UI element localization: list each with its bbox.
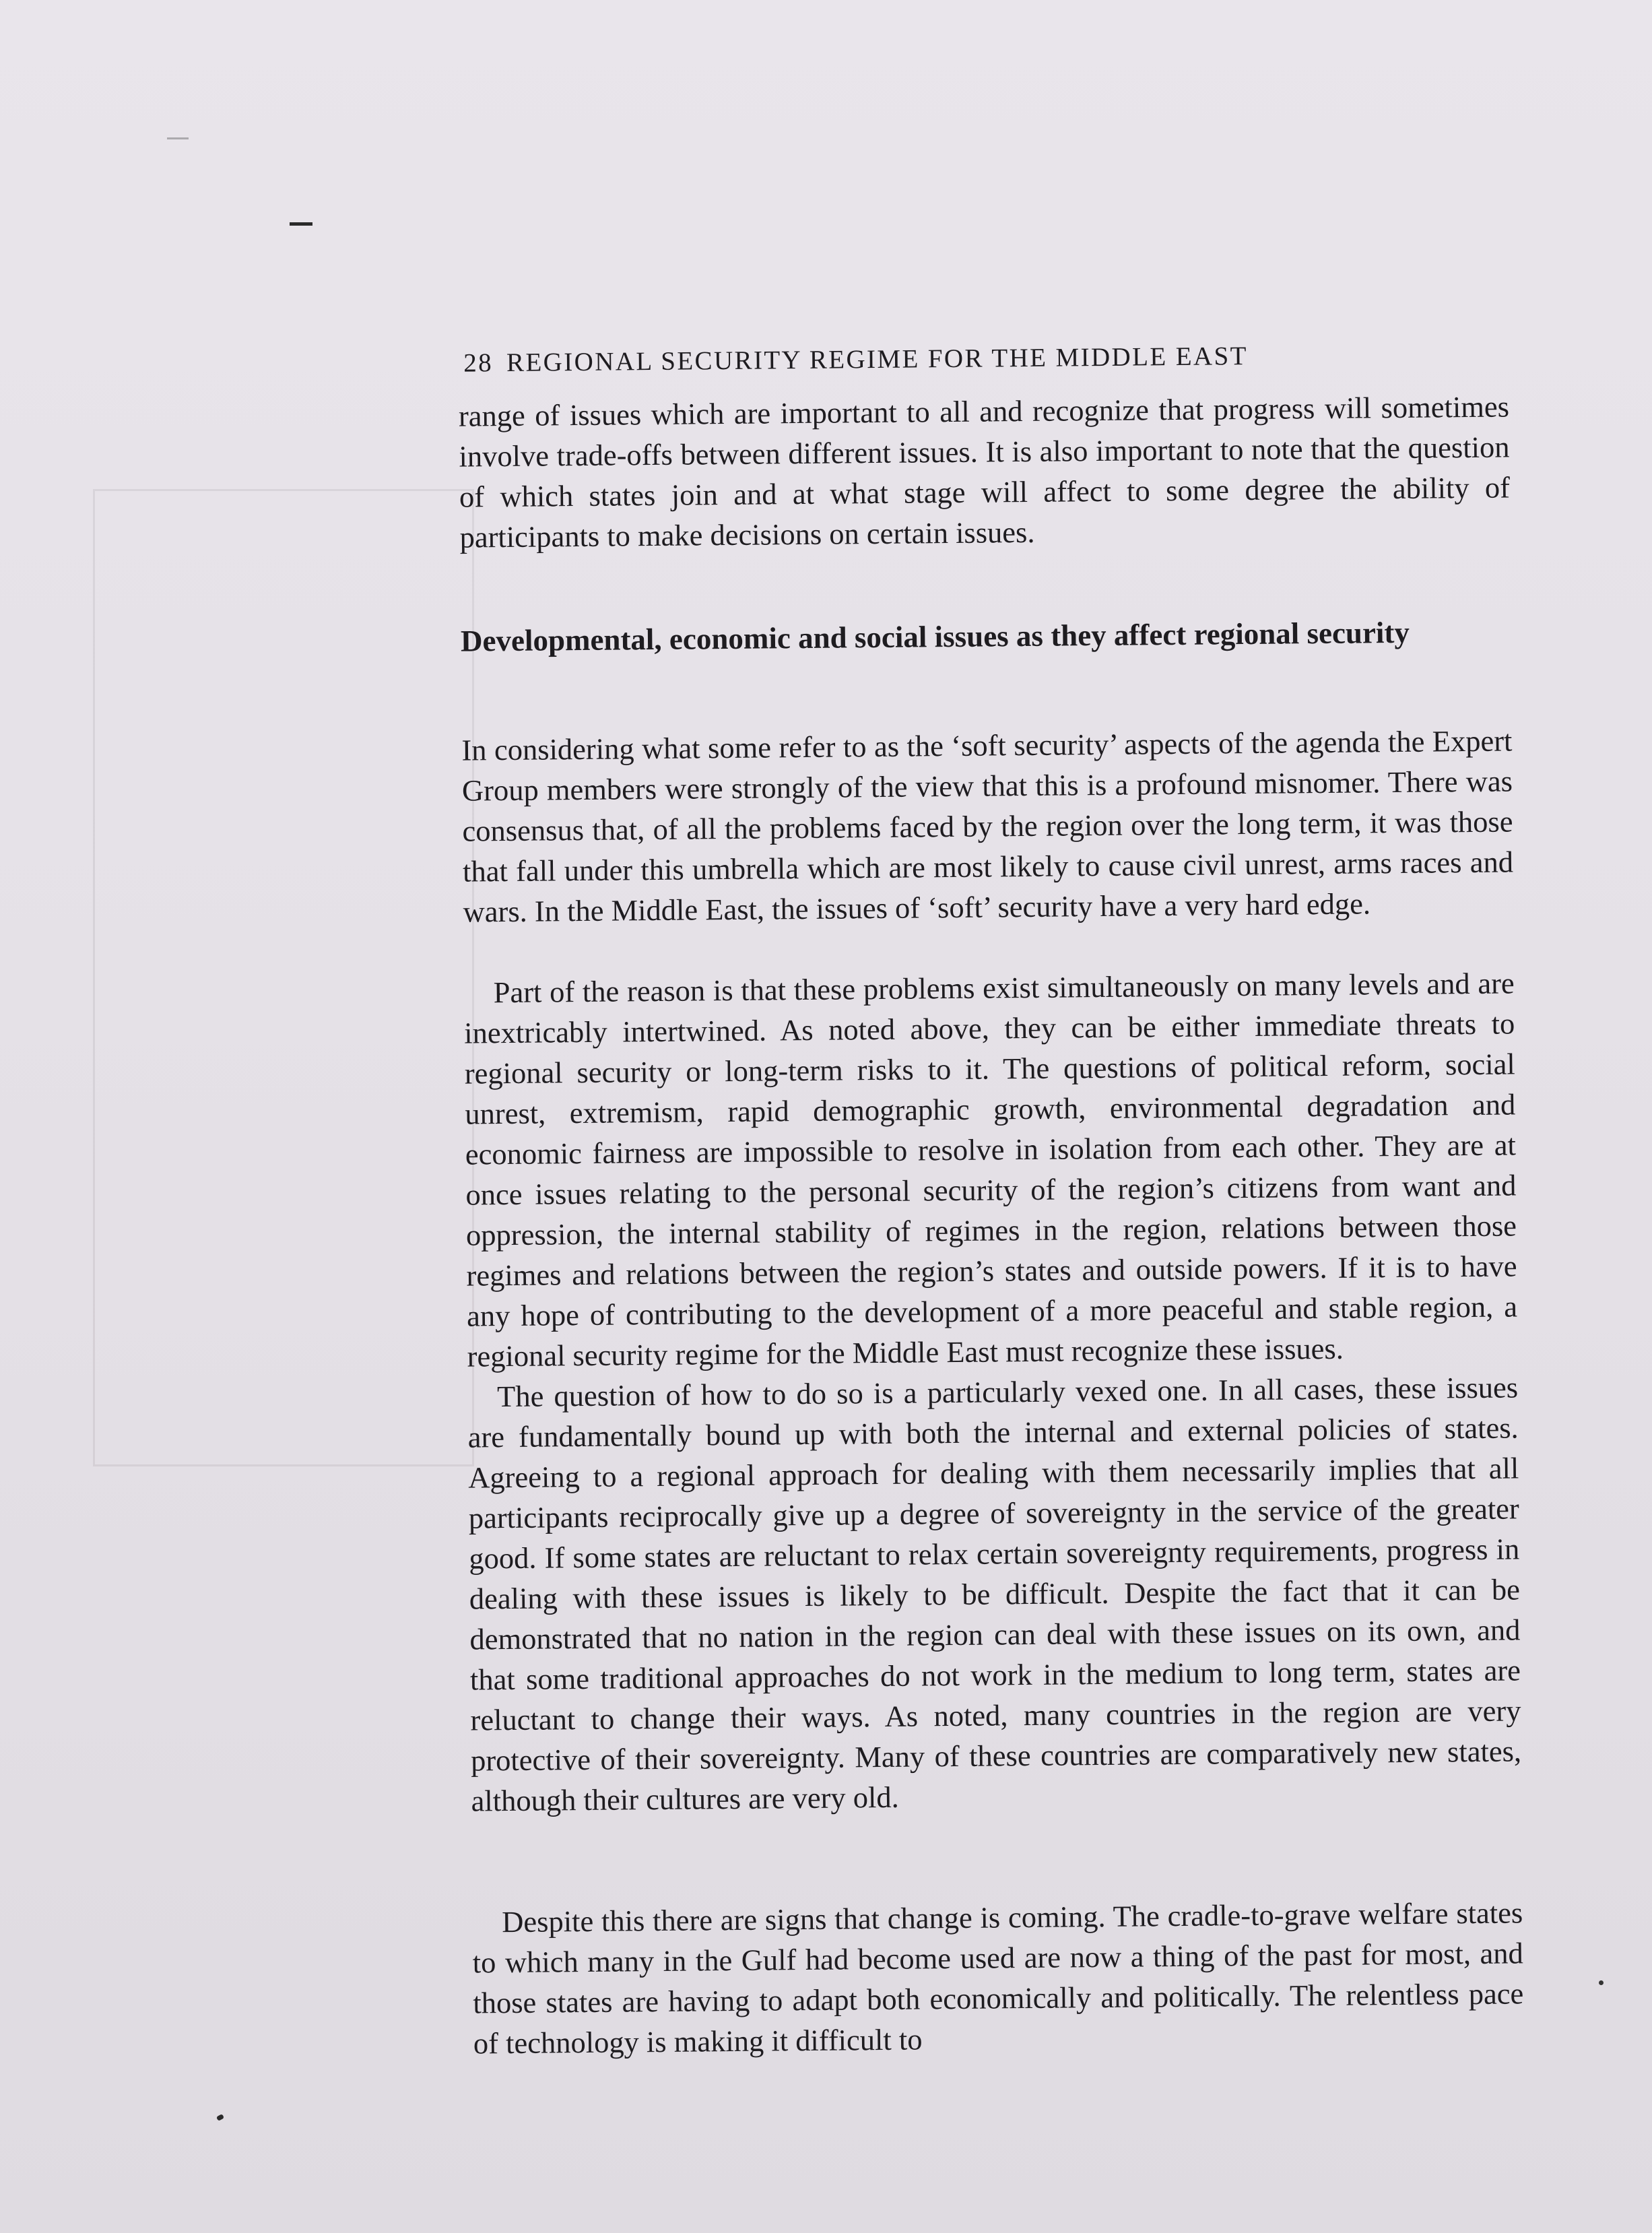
paragraph-signs-of-change: Despite this there are signs that change is coming. The cradle-to-grave welfare states to which many in the Gulf had become used are now a thing of the past for most, and those states are having to adapt both economically and politically. The relentless pace of technology is making it difficult to <box>472 1896 1524 2061</box>
paragraph-question-how: The question of how to do so is a particularly vexed one. In all cases, these issues are fundamentally bound up with both the internal and external policies of states. Agreeing to a regional approach for dealing with them necessarily implies that all participants reciprocally give up a degree of sovereignty in the service of the greater good. If some states are reluctant to relax certain sovereignty requirements, progress in dealing with these issues is likely to be difficult. Despite the fact that it can be demonstrated that no nation in the region can deal with these issues on its own, and that some traditional approaches do not work in the medium to long term, states are reluctant to change their ways. As noted, many countries in the region are very protective of their sovereignty. Many of these countries are comparatively new states, although their cultures are very old. <box>467 1370 1522 1818</box>
section-heading: Developmental, economic and social issues as they affect regional security <box>460 615 1410 658</box>
scan-speck <box>167 137 189 139</box>
show-through-box <box>93 489 474 1466</box>
paragraph-part-of-reason: Part of the reason is that these problems exist simultaneously on many levels and are inextricably intertwined. As noted above, they can be either immediate threats to regional security or long-term risks to it. The questions of political reform, social unrest, extremism, rapid demographic growth, environmental degradation and economic fairness are impossible to resolve in isolation from each other. They are at once issues relating to the personal security of the region’s citizens from want and oppression, the internal stability of regimes in the region, relations between those regimes and relations between the region’s states and outside powers. If it is to have any hope of contributing to the development of a more peaceful and stable region, a regional security regime for the Middle East must recognize these issues. <box>464 966 1518 1373</box>
running-head-title: REGIONAL SECURITY REGIME FOR THE MIDDLE EAST <box>506 341 1249 377</box>
scan-comma-mark <box>216 2114 224 2121</box>
paragraph-soft-security: In considering what some refer to as the ‘soft security’ aspects of the agenda the Expert Group members were strongly of the view that this is a profound misnomer. There was consensus that, of all the problems faced by the region over the long term, it was those that fall under this umbrella which are most likely to cause civil unrest, arms races and wars. In the Middle East, the issues of ‘soft’ security have a very hard edge. <box>461 723 1514 929</box>
running-head <box>463 335 1514 382</box>
text-block <box>431 335 1524 2061</box>
page-number: 28 <box>463 348 494 378</box>
scan-dash-mark <box>290 222 312 226</box>
scan-dot-mark <box>1599 1980 1604 1985</box>
paragraph-continuation: range of issues which are important to all and recognize that progress will sometimes involve trade-offs between different issues. It is also important to note that the question of which states join and at what stage will affect to some degree the ability of participants to make decisions on certain issues. <box>458 389 1511 554</box>
